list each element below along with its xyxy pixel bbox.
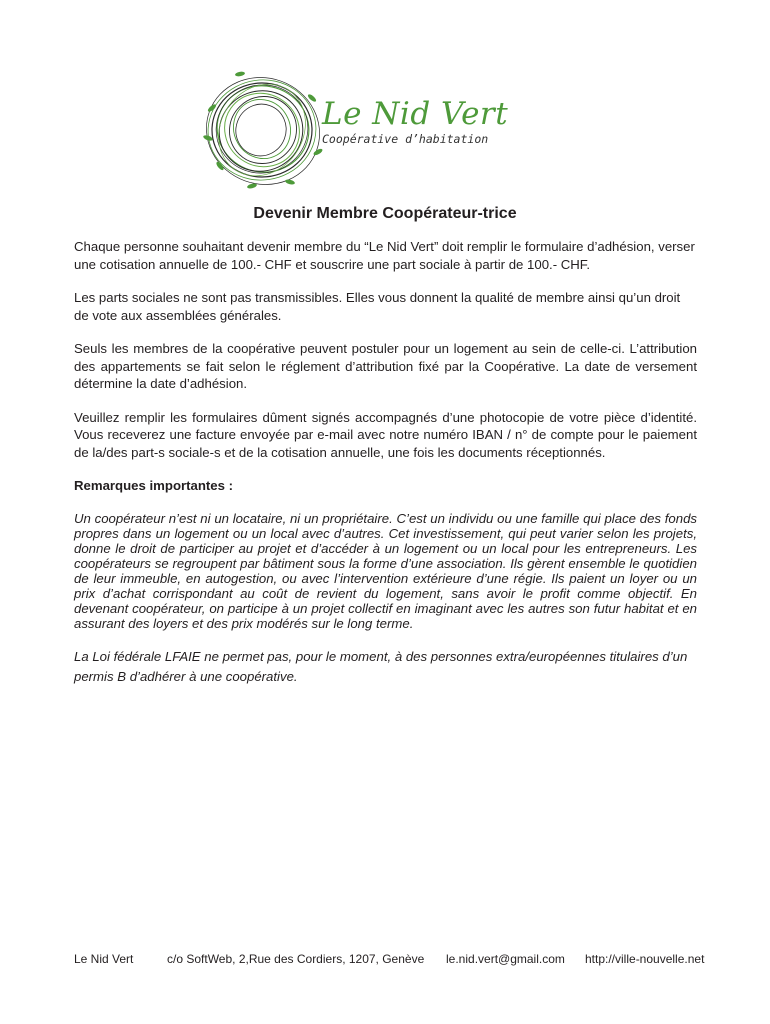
paragraph-forms: Veuillez remplir les formulaires dûment signés accompagnés d’une photocopie de votre pièce d’identité. Vous receverez une facture envoyée par e-mail avec notre numéro IBAN / n° de compte pour le paiement de la/des part-s sociale-s et de la cotisation annuelle, une fois les documents réceptionnés. [74,409,697,460]
paragraph-membership: Chaque personne souhaitant devenir membre du “Le Nid Vert” doit remplir le formulaire d’adhésion, verser une cotisation annuelle de 100.- CHF et souscrire une part sociale à partir de 100.- CHF. [74,239,695,272]
page-title: Devenir Membre Coopérateur-trice [253,205,517,222]
remarks-heading: Remarques importantes : [74,478,234,493]
paragraph-shares: Les parts sociales ne sont pas transmissibles. Elles vous donnent la qualité de membre ainsi qu’un droit de vote aux assemblées générales. [74,290,681,323]
remarks-law-note: La Loi fédérale LFAIE ne permet pas, pour le moment, à des personnes extra/européennes titulaires d’un permis B d’adhérer à une coopérative. [74,648,688,684]
paragraph-housing: Seuls les membres de la coopérative peuvent postuler pour un logement au sein de celle-ci. L’attribution des appartements se fait selon le réglement d’attribution fixé par la Coopérative. La date de versement détermine la date d’adhésion. [74,341,697,391]
logo-name: Le Nid Vert [322,96,509,132]
logo [200,68,530,193]
document-body [74,238,697,703]
logo-subtitle: Coopérative d’habitation [322,132,489,146]
footer-name: Le Nid Vert [74,952,134,966]
footer-email[interactable]: le.nid.vert@gmail.com [446,952,565,966]
footer-website[interactable]: http://ville-nouvelle.net [585,952,705,966]
footer-address: c/o SoftWeb, 2,Rue des Cordiers, 1207, Genève [167,952,425,966]
remarks-text: Un coopérateur n’est ni un locataire, ni un propriétaire. C’est un individu ou une famille qui place des fonds propres dans un logement ou un local avec d’autres. Cet investissement, qui peut varier selon les projets, donne le droit de participer au projet et d’accéder à un logement ou un local pour les entrepreneurs. Les coopérateurs se regroupent par bâtiment sous la forme d’une association. Ils gèrent ensemble le quotidien de leur immeuble, en autogestion, ou avec l’intervention extérieure d’une régie. Ils paient un loyer ou un prix d’achat corrispondant au coût de revient du logement, sans avoir le profit comme objectif. En devenant coopérateur, on participe à un projet collectif en imaginant avec les autres son futur habitat et en assurant des loyers et des prix modérés sur le long terme. [74,510,697,631]
nest-logo-icon [200,68,328,193]
